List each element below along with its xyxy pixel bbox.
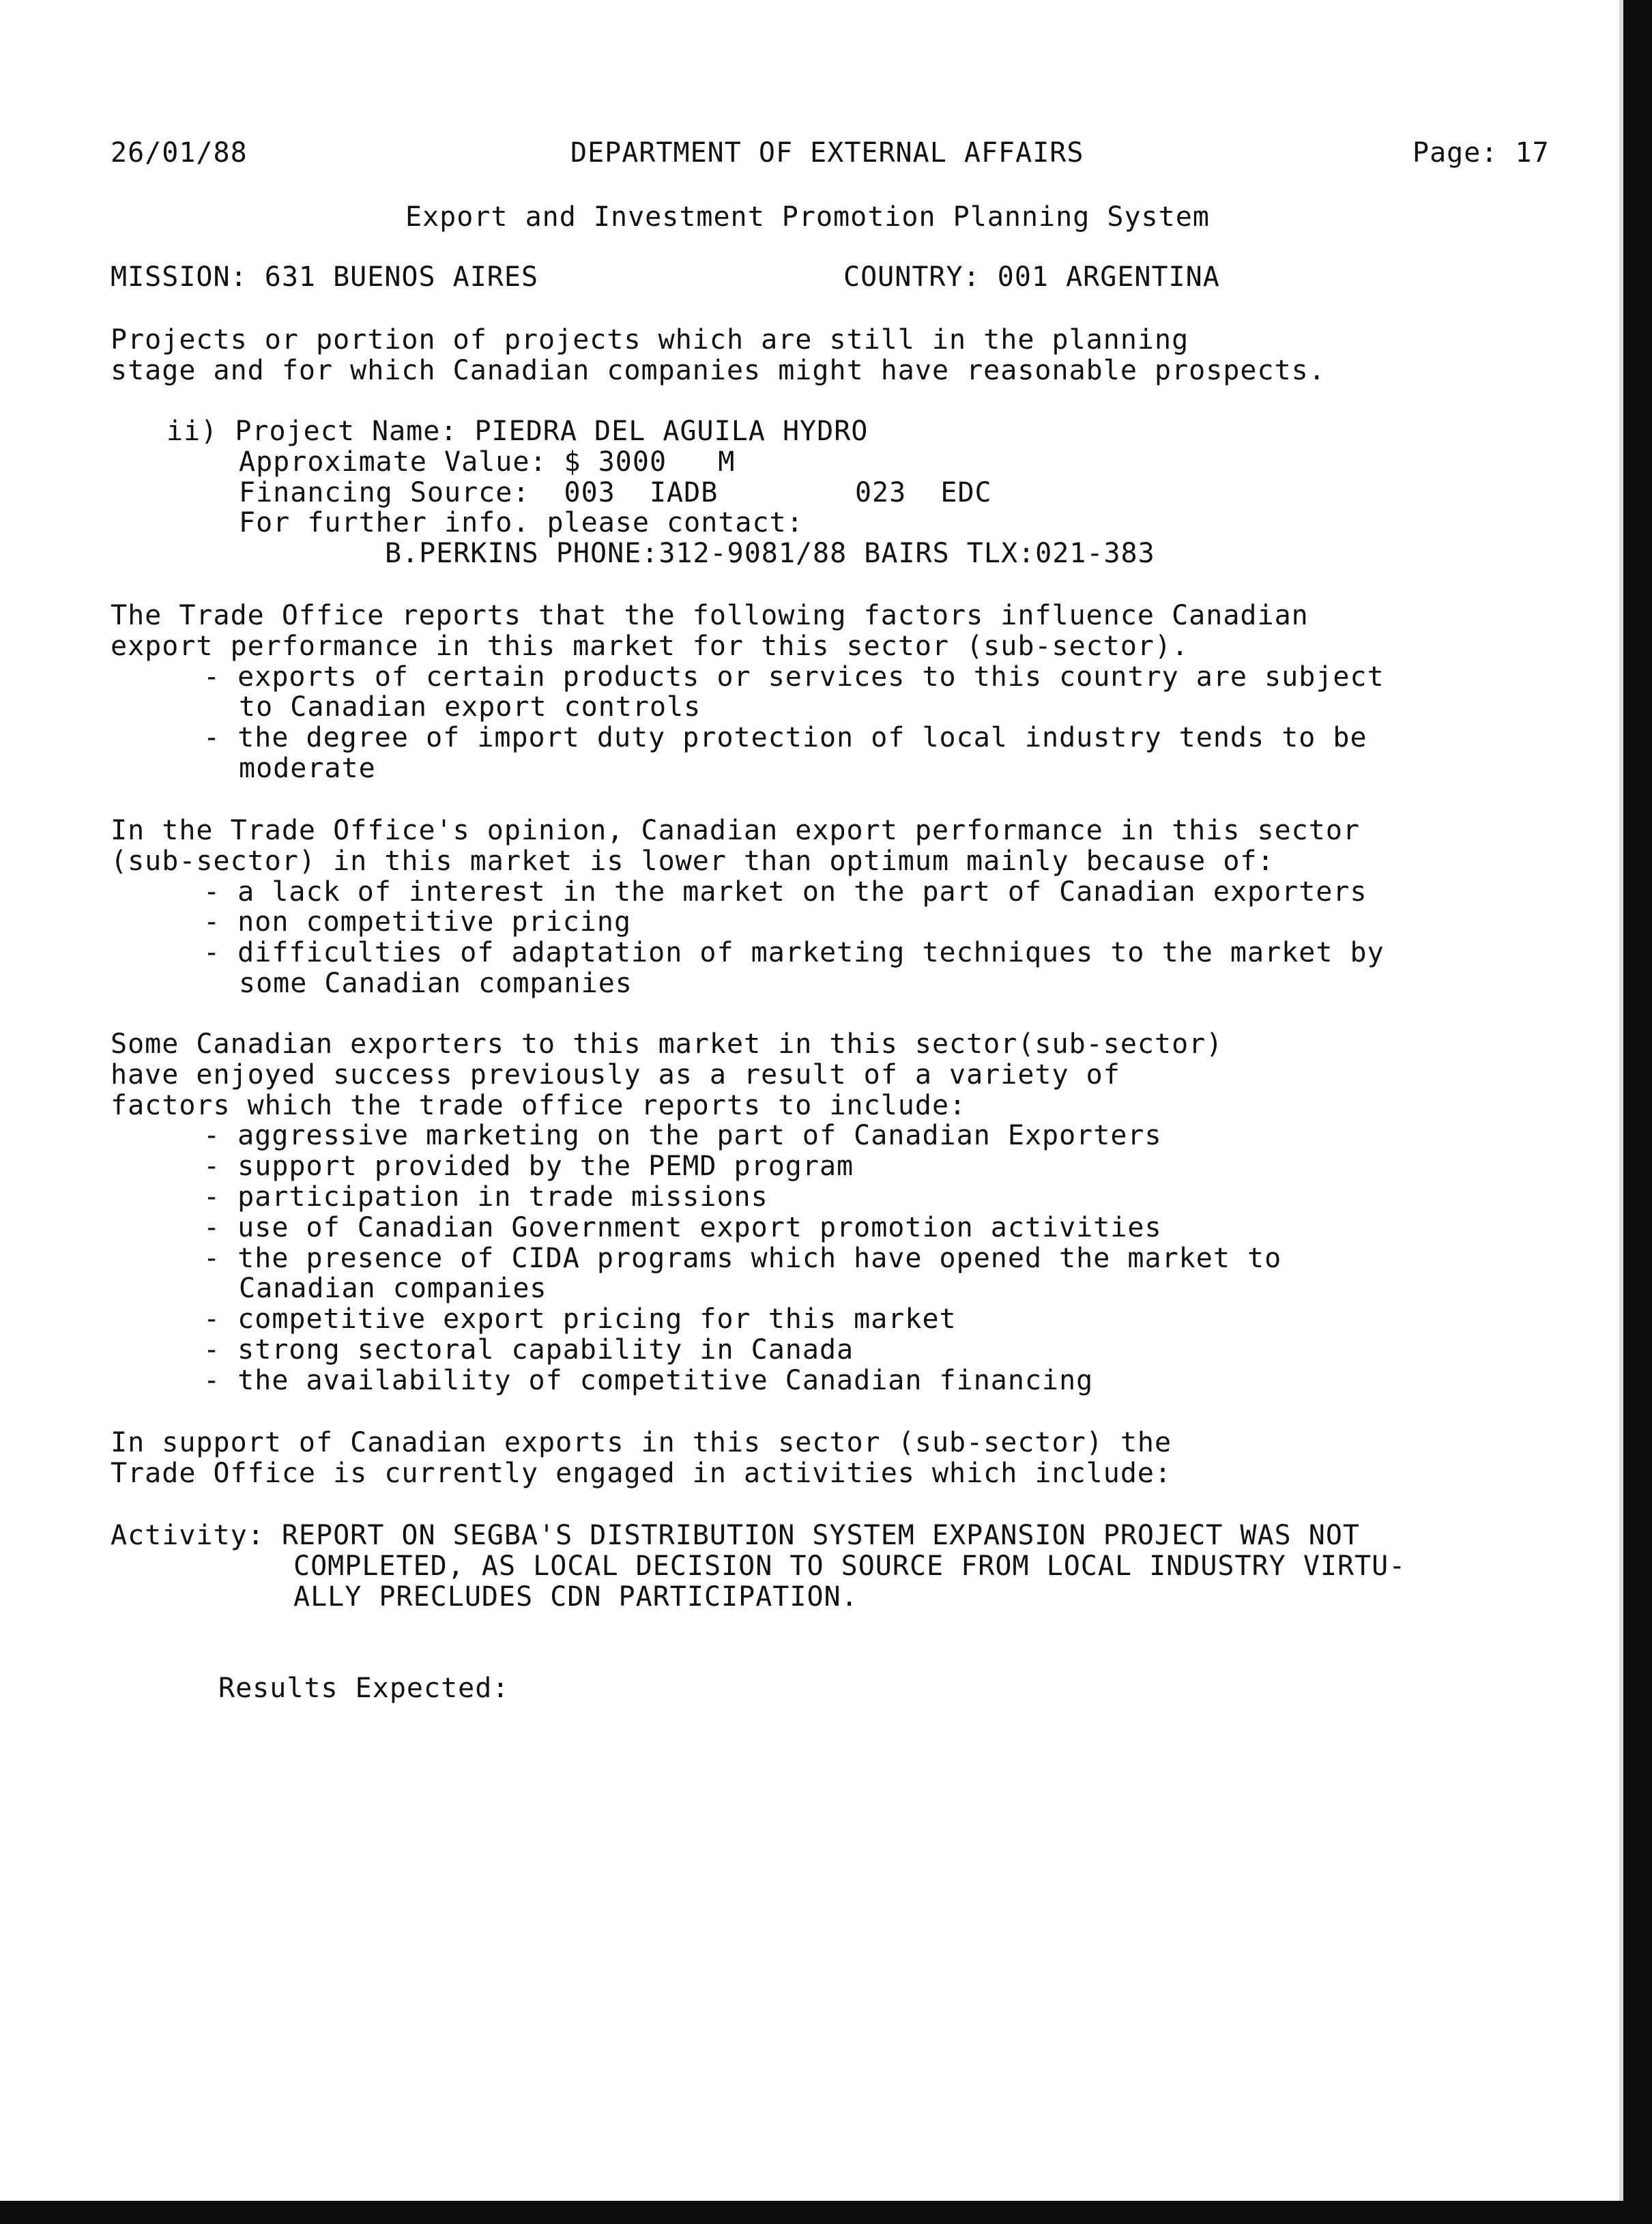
success-lead-line: factors which the trade office reports to include: [111,1089,967,1121]
scan-border-right [1623,0,1652,2224]
contact-details: B.PERKINS PHONE:312-9081/88 BAIRS TLX:021-383 [385,538,1155,570]
list-item-continuation: Canadian companies [239,1273,547,1305]
factors-paragraph [111,601,1385,784]
list-item: - non competitive pricing [203,906,632,938]
results-expected-section [218,1673,509,1704]
page-number: Page: 17 [1412,137,1550,169]
country-label: COUNTRY: 001 ARGENTINA [843,261,1220,293]
project-block [111,416,1155,569]
factors-lead-line: The Trade Office reports that the following factors influence Canadian [111,600,1309,631]
support-lead-line: In support of Canadian exports in this sector (sub-sector) the [111,1427,1172,1458]
list-item-continuation: moderate [239,752,376,784]
success-lead-line: Some Canadian exporters to this market in this sector(sub-sector) [111,1028,1223,1060]
opinion-lead-line: (sub-sector) in this market is lower than optimum mainly because of: [111,845,1275,877]
list-item: - the degree of import duty protection of local industry tends to be [203,722,1367,754]
activity-section [111,1520,1406,1612]
list-item: - use of Canadian Government export promotion activities [203,1211,1162,1243]
list-item: - aggressive marketing on the part of Canadian Exporters [203,1120,1162,1152]
results-expected-label: Results Expected: [218,1673,510,1704]
list-item: - exports of certain products or services to this country are subject [203,661,1385,693]
list-item: - competitive export pricing for this market [203,1303,957,1335]
support-paragraph [111,1428,1172,1489]
intro-paragraph [111,325,1326,386]
financing-source: Financing Source: 003 IADB 023 EDC [239,476,992,508]
project-name: ii) Project Name: PIEDRA DEL AGUILA HYDRO [166,416,869,447]
support-lead-line: Trade Office is currently engaged in activities which include: [111,1457,1172,1489]
mission-label: MISSION: 631 BUENOS AIRES [111,261,539,293]
list-item: - the availability of competitive Canadian financing [203,1364,1094,1396]
success-paragraph [111,1029,1281,1396]
factors-lead-line: export performance in this market for this sector (sub-sector). [111,630,1189,662]
list-item: - support provided by the PEMD program [203,1151,854,1183]
report-date: 26/01/88 [111,137,248,169]
opinion-paragraph [111,815,1385,999]
list-item: - a lack of interest in the market on the part of Canadian exporters [203,876,1367,908]
list-item: - difficulties of adaptation of marketing techniques to the market by [203,937,1385,969]
opinion-lead-line: In the Trade Office's opinion, Canadian export performance in this sector [111,815,1360,846]
list-item-continuation: some Canadian companies [239,967,633,999]
intro-line: Projects or portion of projects which are still in the planning [111,324,1189,356]
list-item-continuation: to Canadian export controls [239,691,701,723]
list-item: - the presence of CIDA programs which have opened the market to [203,1242,1282,1274]
success-lead-line: have enjoyed success previously as a result of a variety of [111,1058,1120,1091]
list-item: - participation in trade missions [203,1181,768,1213]
intro-line: stage and for which Canadian companies might have reasonable prospects. [111,354,1326,386]
activity-continuation: ALLY PRECLUDES CDN PARTICIPATION. [293,1580,858,1613]
list-item: - strong sectoral capability in Canada [203,1333,854,1366]
system-subtitle: Export and Investment Promotion Planning System [405,201,1210,233]
department-title: DEPARTMENT OF EXTERNAL AFFAIRS [570,137,1084,169]
activity-line: Activity: REPORT ON SEGBA'S DISTRIBUTION SYSTEM EXPANSION PROJECT WAS NOT [111,1520,1360,1551]
scan-border-bottom [0,2201,1652,2224]
project-value: Approximate Value: $ 3000 M [239,446,736,478]
contact-prompt: For further info. please contact: [239,507,804,539]
activity-continuation: COMPLETED, AS LOCAL DECISION TO SOURCE FROM LOCAL INDUSTRY VIRTU- [293,1550,1406,1582]
